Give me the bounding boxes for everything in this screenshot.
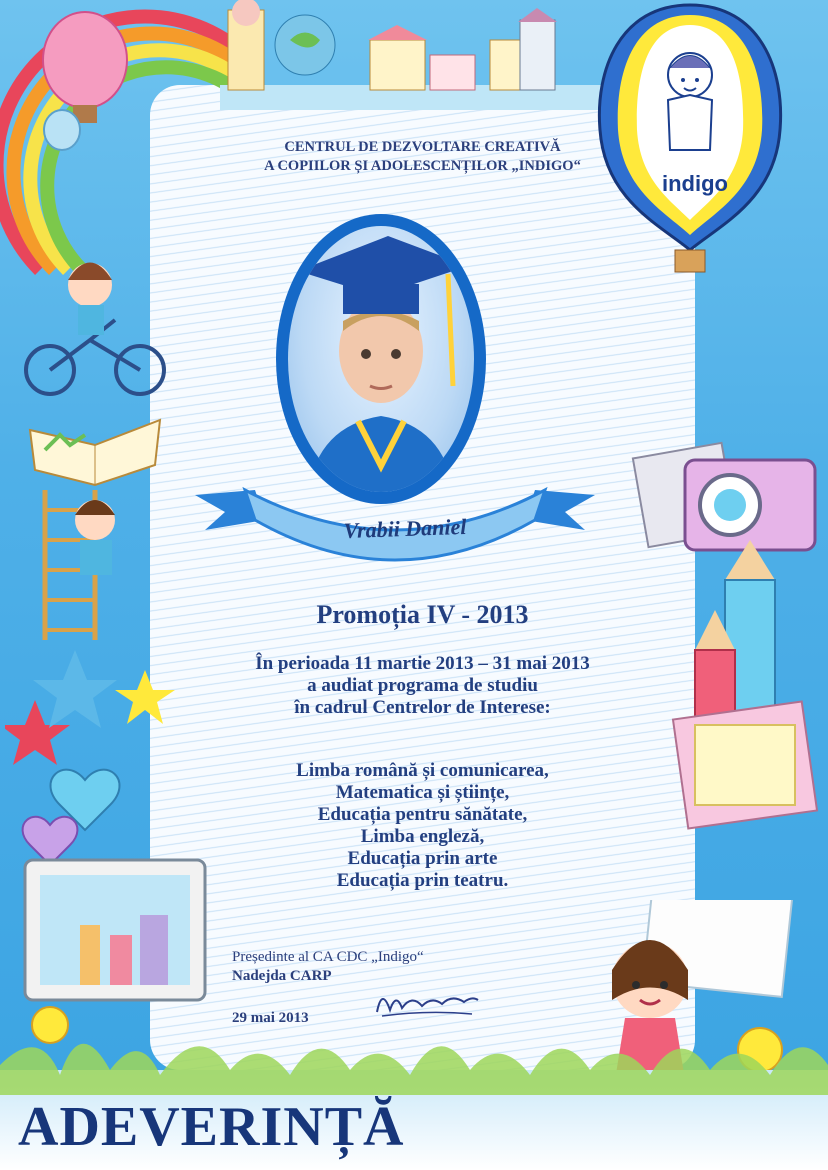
subject-item: Limba română și comunicarea, bbox=[296, 760, 549, 781]
issue-date: 29 mai 2013 bbox=[232, 1010, 309, 1026]
student-name: Vrabii Daniel bbox=[343, 513, 467, 544]
town-illustration bbox=[220, 0, 610, 110]
organization-line-2: A COPIILOR ȘI ADOLESCENȚILOR „INDIGO“ bbox=[264, 158, 581, 174]
period-line-2: a audiat programa de studiu bbox=[307, 675, 538, 696]
promotion-title: Promoția IV - 2013 bbox=[316, 600, 529, 629]
study-period bbox=[150, 653, 695, 719]
subject-item: Educația prin teatru. bbox=[336, 870, 509, 891]
pencils-illustration bbox=[690, 540, 820, 720]
boy-on-ladder-illustration bbox=[25, 490, 145, 640]
period-line-3: în cadrul Centrelor de Interese: bbox=[294, 697, 551, 718]
period-line-1: În perioada 11 martie 2013 – 31 mai 2013 bbox=[255, 653, 590, 674]
handwritten-signature bbox=[372, 982, 482, 1022]
subjects-list bbox=[150, 760, 695, 892]
student-photo bbox=[288, 226, 474, 492]
camera-illustration bbox=[630, 420, 820, 560]
logo-text: indigo bbox=[662, 171, 728, 196]
girl-on-bike-illustration bbox=[20, 240, 180, 400]
subject-item: Matematica și științe, bbox=[335, 782, 510, 803]
organization-line-1: CENTRUL DE DEZVOLTARE CREATIVĂ bbox=[284, 139, 561, 155]
book-illustration bbox=[20, 400, 170, 490]
signer-block bbox=[232, 948, 424, 986]
signer-role: Președinte al CA CDC „Indigo“ bbox=[232, 949, 424, 965]
subject-item: Educația prin arte bbox=[347, 848, 498, 869]
subject-item: Limba engleză, bbox=[360, 826, 485, 847]
document-title: ADEVERINȚĂ bbox=[18, 1096, 405, 1158]
organization-name bbox=[150, 138, 695, 176]
subject-item: Educația pentru sănătate, bbox=[317, 804, 528, 825]
signer-name: Nadejda CARP bbox=[232, 968, 332, 984]
